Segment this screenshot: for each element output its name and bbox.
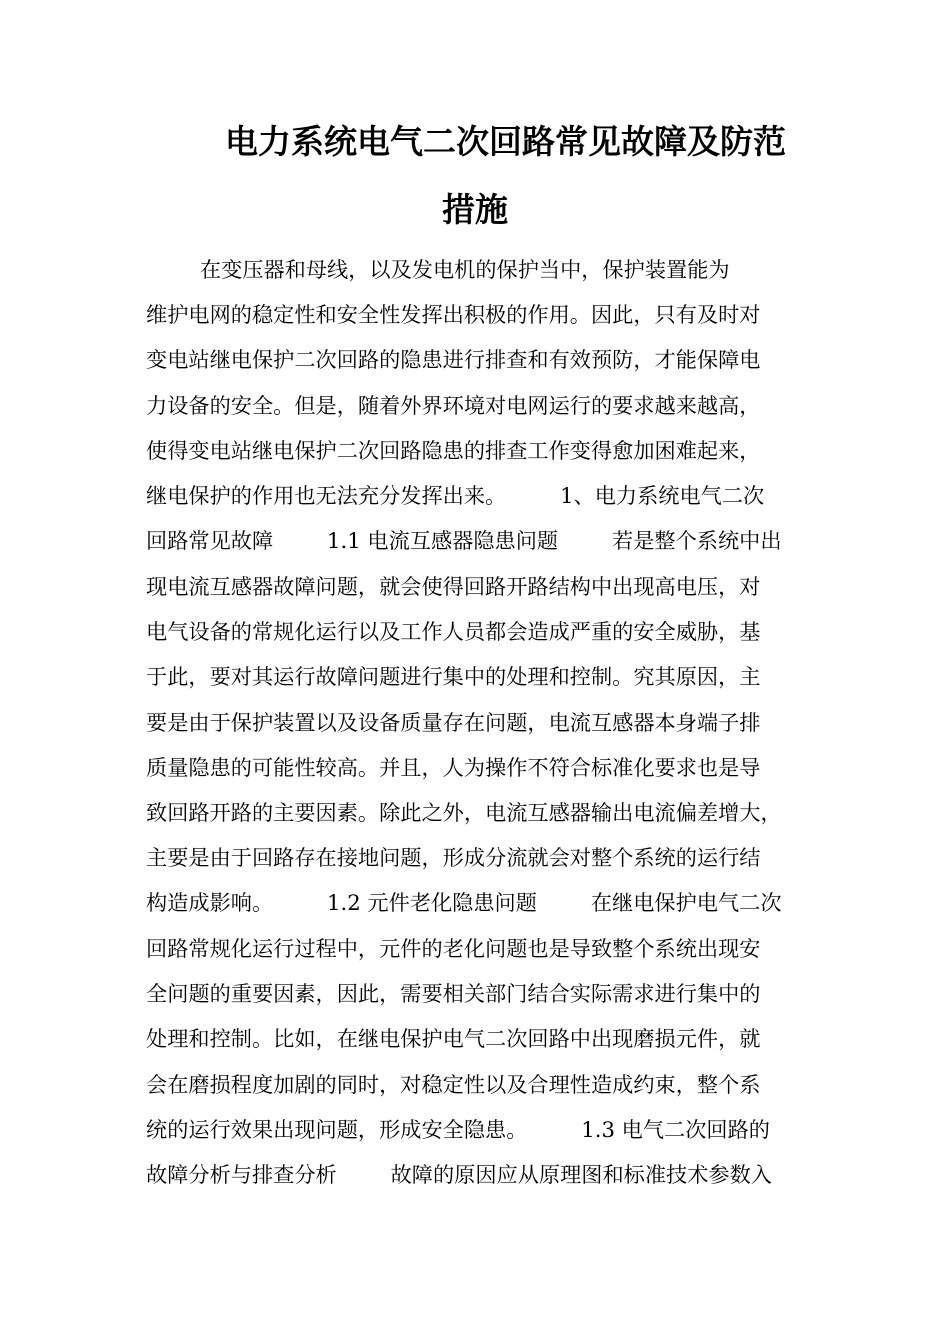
body-line: 现电流互感器故障问题，就会使得回路开路结构中出现高电压，对 [146,574,761,599]
body-line: 主要是由于回路存在接地问题，形成分流就会对整个系统的运行结 [146,845,761,870]
body-line: 处理和控制。比如，在继电保护电气二次回路中出现磨损元件，就 [146,1026,761,1051]
document-title-line-1: 电力系统电气二次回路常见故障及防范 [225,122,786,161]
body-line: 回路常见故障 1.1 电流互感器隐患问题 若是整个系统中出 [146,528,782,553]
body-line: 致回路开路的主要因素。除此之外，电流互感器输出电流偏差增大， [146,800,782,825]
body-line: 构造成影响。 1.2 元件老化隐患问题 在继电保护电气二次 [146,890,782,915]
body-line: 回路常规化运行过程中，元件的老化问题也是导致整个系统出现安 [146,936,761,961]
body-line: 维护电网的稳定性和安全性发挥出积极的作用。因此，只有及时对 [146,302,761,327]
body-line: 力设备的安全。但是，随着外界环境对电网运行的要求越来越高， [146,393,761,418]
body-line: 全问题的重要因素，因此，需要相关部门结合实际需求进行集中的 [146,981,761,1006]
body-line: 电气设备的常规化运行以及工作人员都会造成严重的安全威胁，基 [146,619,761,644]
body-line: 统的运行效果出现问题，形成安全隐患。 1.3 电气二次回路的 [146,1117,770,1142]
body-line: 变电站继电保护二次回路的隐患进行排查和有效预防，才能保障电 [146,347,761,372]
body-line: 使得变电站继电保护二次回路隐患的排查工作变得愈加困难起来， [146,438,761,463]
body-line: 要是由于保护装置以及设备质量存在问题，电流互感器本身端子排 [146,710,761,735]
body-line: 故障分析与排查分析 故障的原因应从原理图和标准技术参数入 [146,1162,772,1187]
body-line: 会在磨损程度加剧的同时，对稳定性以及合理性造成约束，整个系 [146,1072,761,1097]
body-line: 质量隐患的可能性较高。并且，人为操作不符合标准化要求也是导 [146,755,761,780]
body-line: 在变压器和母线，以及发电机的保护当中，保护装置能为 [146,257,730,282]
document-title-line-2: 措施 [442,190,508,229]
body-line: 于此，要对其运行故障问题进行集中的处理和控制。究其原因，主 [146,664,761,689]
body-line: 继电保护的作用也无法充分发挥出来。 1、电力系统电气二次 [146,483,765,508]
